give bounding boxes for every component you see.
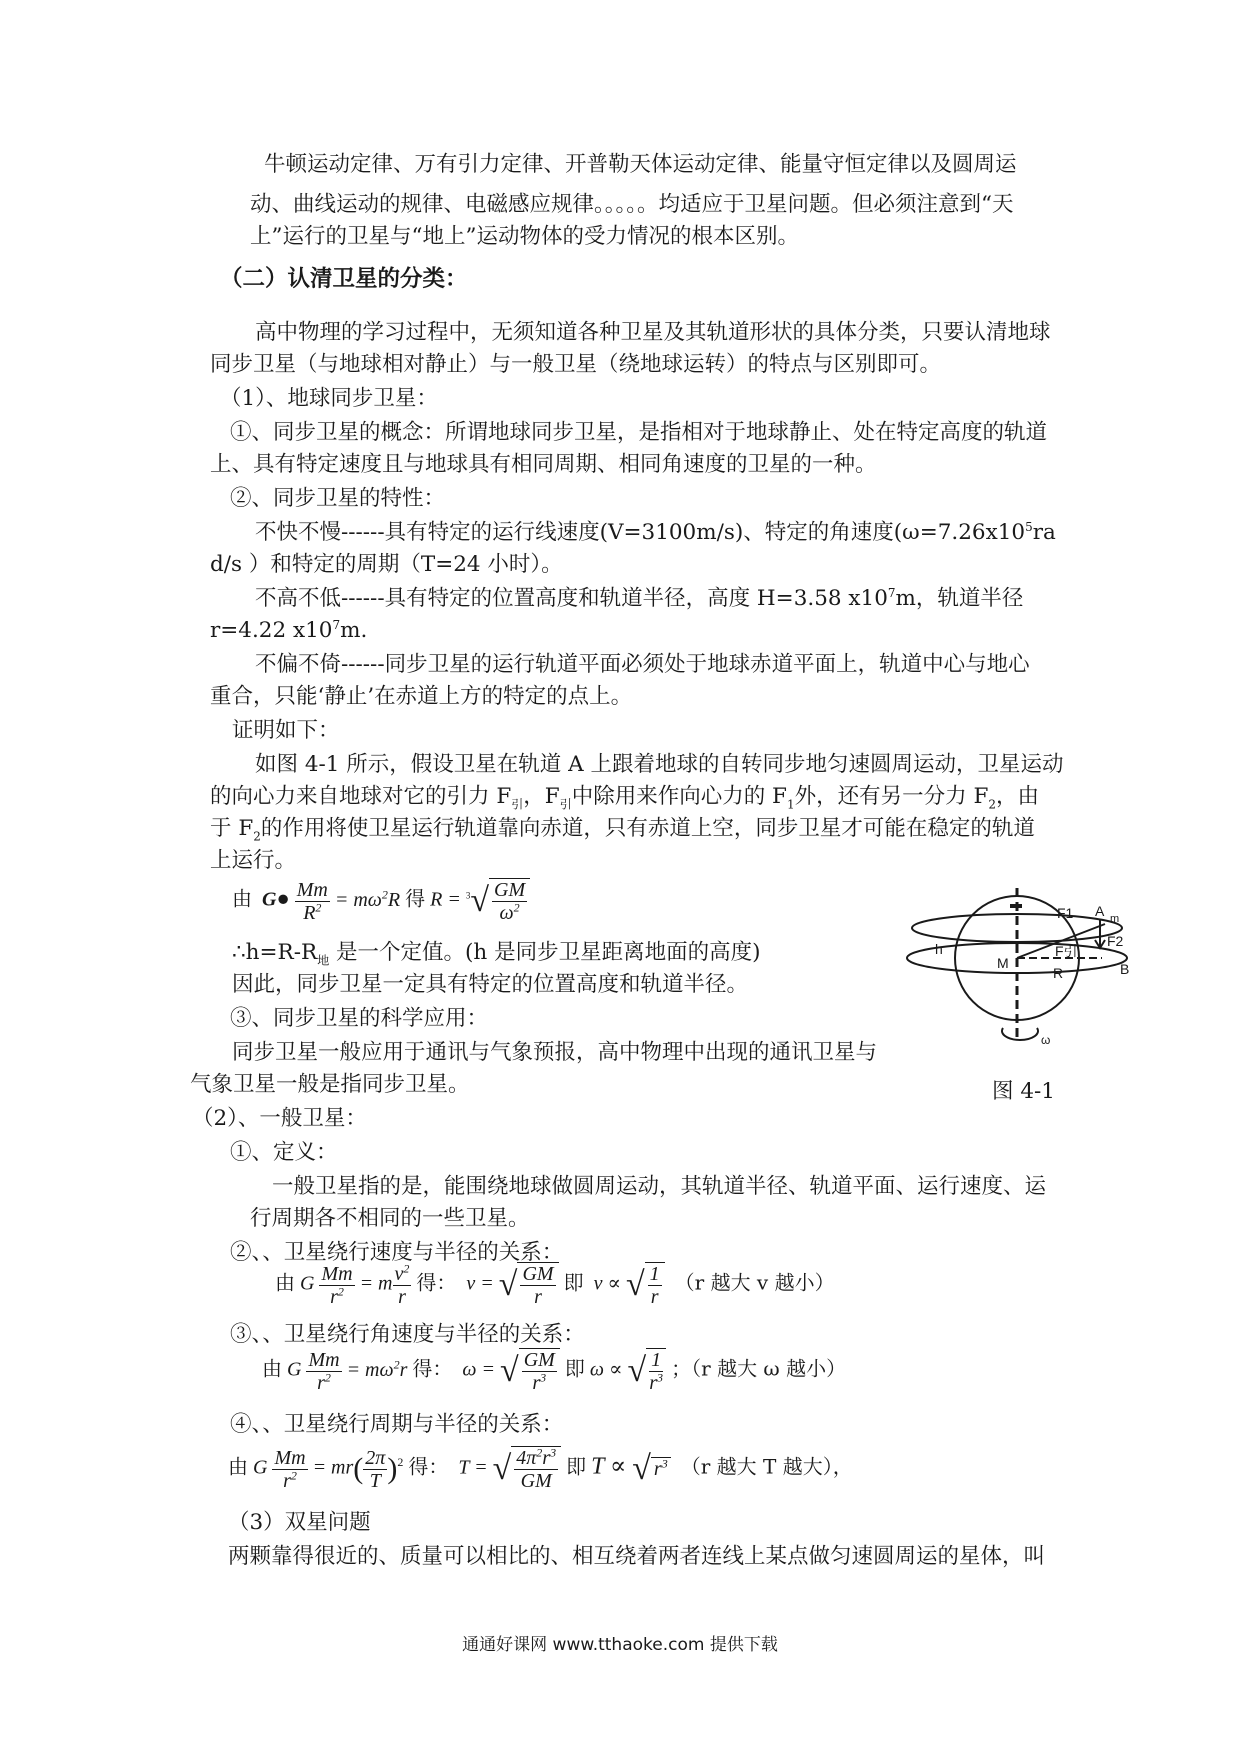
fig-text-3: 于 $F_2$的作用将使卫星运行轨道靠向赤道，只有赤道上空，同步卫星才可能在稳定的轨道 [210,816,1035,844]
formula-sync-radius: 由 G● $\frac{Mm}{R^2}$ = $m\omega^2R$ 得 R = $^3$√ $\frac{GM}{\omega^2}$ [232,878,530,924]
w-heading: ③、、卫星绕行角速度与半径的关系： [230,1322,585,1347]
app-heading: ③、同步卫星的科学应用： [230,1006,489,1031]
figure-4-1 [905,878,1145,1068]
concept-line-1: ①、同步卫星的概念：所谓地球同步卫星，是指相对于地球静止、处在特定高度的轨道 [230,420,1048,445]
formula-angular: 由 G $\frac{Mm}{r^2}$ = $m\omega^2r$ 得： ω = √ $\frac{GM}{r^3}$ 即 ω ∝ √ $\frac{1}{r^3}$ ；（r 越大 ω 越小） [262,1348,847,1394]
para-line-2: 同步卫星（与地球相对静止）与一般卫星（绕地球运转）的特点与区别即可。 [210,352,942,377]
high-line-1: 不高不低------具有特定的位置高度和轨道半径，高度 H=3.58 $x10^7m$，轨道半径 [255,585,1024,611]
subheading-general: （2）、一般卫星： [192,1106,367,1131]
intro-line-1: 牛顿运动定律、万有引力定律、开普勒天体运动定律、能量守恒定律以及圆周运 [264,152,1017,177]
footer: 通通好课网 www.tthaoke.com 提供下载 [462,1635,778,1655]
intro-line-3: 上”运行的卫星与“地上”运动物体的受力情况的根本区别。 [250,224,799,249]
app-line-1: 同步卫星一般应用于通讯与气象预报，高中物理中出现的通讯卫星与 [232,1040,878,1065]
bias-line-2: 重合，只能‘静止’在赤道上方的特定的点上。 [210,684,633,709]
label-f1: F1 [1057,905,1074,921]
h-line: $\therefore h=R-R_地$ 是一个定值。(h 是同步卫星距离地面的高度) [232,940,761,968]
para-line-1: 高中物理的学习过程中，无须知道各种卫星及其轨道形状的具体分类，只要认清地球 [255,320,1051,345]
def-line-2: 行周期各不相同的一些卫星。 [250,1206,530,1231]
fig-text-2: 的向心力来自地球对它的引力 $F_引$，$F_引$中除用来作向心力的 $F_1$外，还有另一分力 $F_2$，由 [210,784,1040,812]
fig-text-1: 如图 4-1 所示，假设卫星在轨道 A 上跟着地球的自转同步地匀速圆周运动，卫星运动 [255,752,1064,777]
props-heading: ②、同步卫星的特性： [230,486,446,511]
def-line-1: 一般卫星指的是，能围绕地球做圆周运动，其轨道半径、轨道平面、运行速度、运 [272,1174,1047,1199]
label-m: m [1110,913,1120,925]
concept-line-2: 上、具有特定速度且与地球具有相同周期、相同角速度的卫星的一种。 [210,452,877,477]
label-omega: ω [1041,1033,1051,1047]
label-f2: F2 [1107,933,1124,949]
formula-velocity: 由 G $\frac{Mm}{r^2}$ = m $\frac{v^2}{r}$ 得： v = √ $\frac{GM}{r}$ 即 v ∝ √ $\frac{1}{r}$ （r 越大 v 越小） [275,1260,835,1308]
high-line-2: r=4.22 $x10^7m$. [210,617,368,643]
figure-caption: 图 4-1 [992,1079,1055,1104]
label-h: h [935,941,943,957]
proof-label: 证明如下： [232,718,340,743]
app-line-2: 气象卫星一般是指同步卫星。 [190,1072,470,1097]
label-R: R [1053,965,1064,981]
intro-line-2: 动、曲线运动的规律、电磁感应规律。。。。。均适应于卫星问题。但必须注意到“天 [250,192,1014,217]
fast-line-1: 不快不慢------具有特定的运行线速度(V=3100m/s)、特定的角速度($\omega=7.26x10^5ra$ [255,519,1056,545]
rotation-arrow [1002,1028,1038,1040]
def-heading: ①、定义： [230,1140,338,1165]
v-heading: ②、、卫星绕行速度与半径的关系： [230,1240,564,1265]
subheading-geo: （1）、地球同步卫星： [220,386,438,411]
bias-line-1: 不偏不倚------同步卫星的运行轨道平面必须处于地球赤道平面上，轨道中心与地心 [255,652,1030,677]
fast-line-2: d/s ）和特定的周期（T=24 小时）。 [210,552,563,577]
t-heading: ④、、卫星绕行周期与半径的关系： [230,1412,564,1437]
label-fy: F引 [1055,943,1078,959]
label-B: B [1120,961,1130,977]
formula-period: 由 G $\frac{Mm}{r^2}$ = mr( $\frac{2\pi}{T}$ )$^2$ 得： T = √ $\frac{4\pi^2r^3}{GM}$ 即 T ∝ √ $r^3$ （r 越大 T 越大）， [228,1445,853,1492]
section-heading: （二）认清卫星的分类： [220,266,468,292]
binary-line: 两颗靠得很近的、质量可以相比的、相互绕着两者连线上某点做匀速圆周运的星体，叫 [228,1544,1046,1569]
label-a: A [1095,903,1105,919]
therefore-line: 因此，同步卫星一定具有特定的位置高度和轨道半径。 [232,972,749,997]
label-M: M [997,955,1009,971]
fig-text-4: 上运行。 [210,848,297,873]
subheading-binary: （3）双星问题 [228,1510,371,1535]
